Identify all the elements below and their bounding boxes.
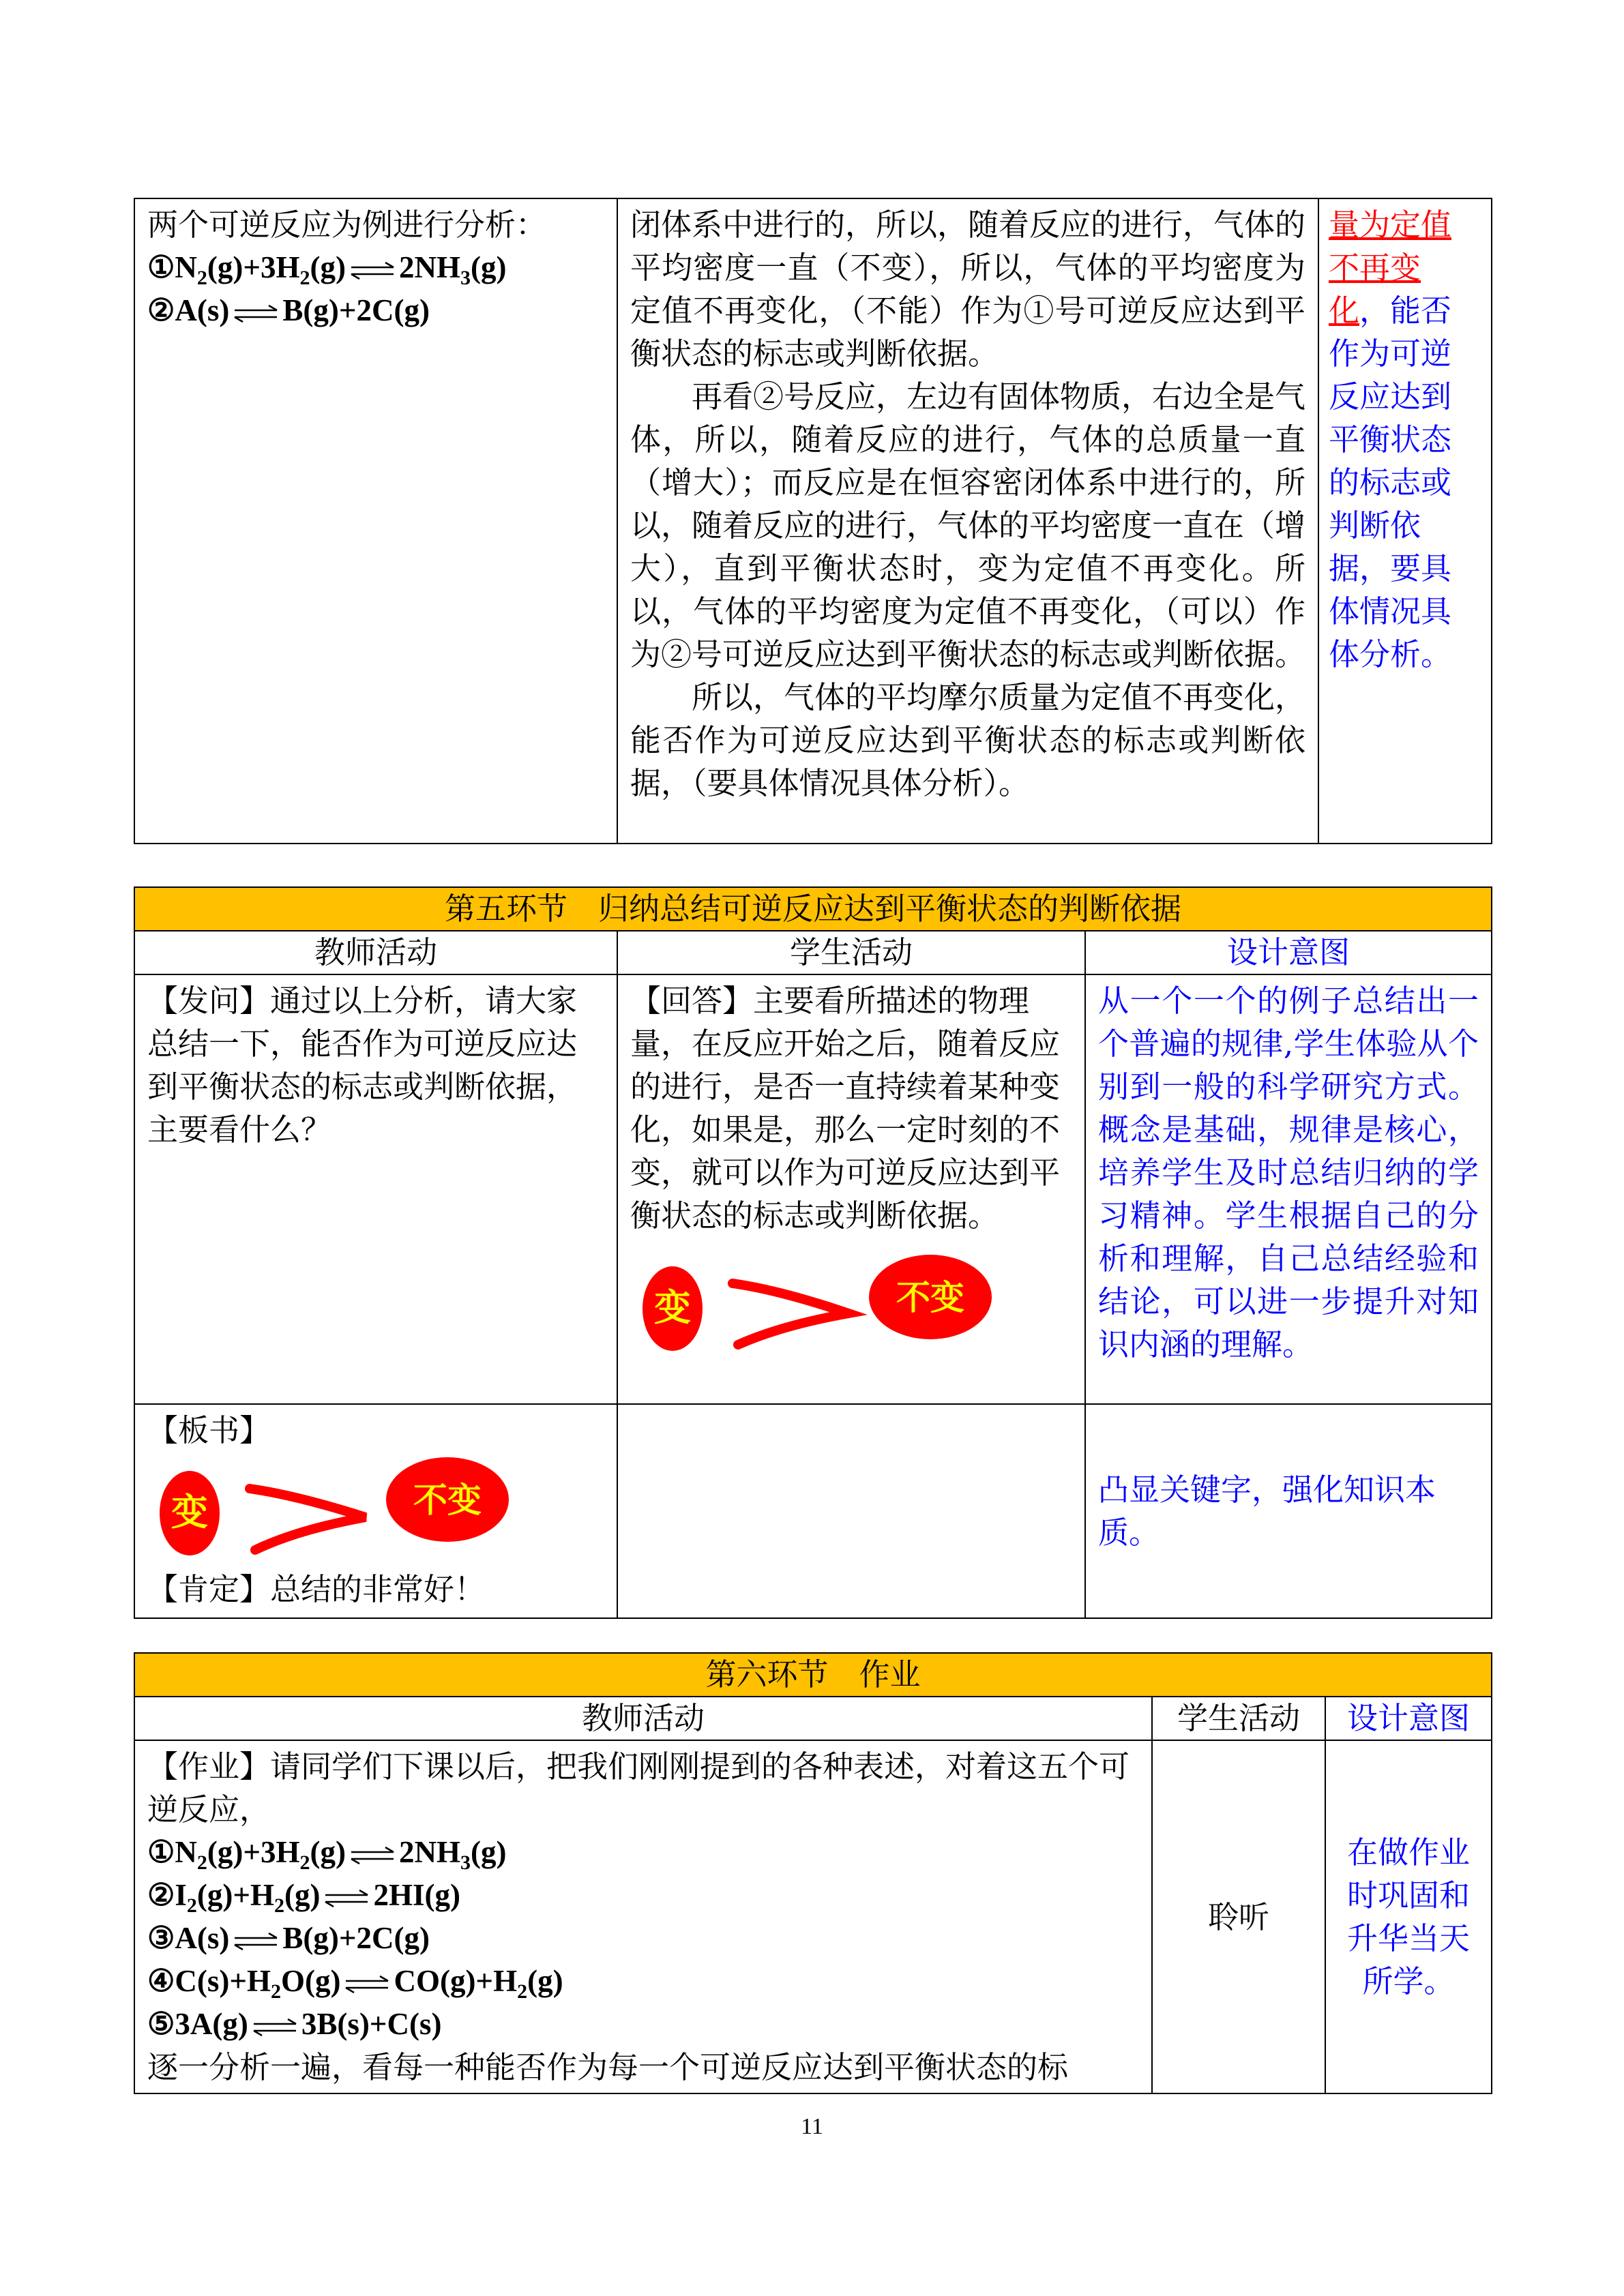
continued-table	[134, 198, 1492, 844]
analysis-paragraph-2: 再看②号反应，左边有固体物质，右边全是气体，所以，随着反应的进行，气体的总质量一直（增大）；而反应是在恒容密闭体系中进行的，所以，随着反应的进行，气体的平均密度一直在（增大），直到平衡状态时，变为定值不再变化。所以，气体的平均密度为定值不再变化，（可以）作为②号可逆反应达到平衡状态的标志或判断依据。	[630, 378, 1306, 672]
design-intent-cell	[1085, 974, 1492, 1404]
reaction-list	[147, 1831, 1139, 2046]
equilibrium-arrow-icon	[252, 2017, 297, 2038]
homework-reaction-2: $②I_2(g)+H_2(g)$ 2HI(g)	[147, 1878, 460, 1917]
section-6-title: 第六环节 作业	[134, 1653, 1492, 1697]
homework-tail: 逐一分析一遍，看每一种能否作为每一个可逆反应达到平衡状态的标	[147, 2049, 1069, 2085]
homework-reaction-5: ⑤3A(g) 3B(s)+C(s)	[147, 2007, 442, 2041]
analysis-examples-cell	[134, 198, 617, 844]
change-label: 变	[171, 1491, 208, 1534]
homework-design-text: 在做作业时巩固和升华当天所学。	[1346, 1834, 1470, 1999]
teacher-question-cell	[134, 974, 617, 1404]
col-student-activity: 学生活动	[617, 931, 1085, 974]
section-6-table	[134, 1652, 1492, 2094]
board-writing-cell	[134, 1404, 617, 1618]
constant-label: 不变	[413, 1480, 482, 1520]
student-answer-cell	[617, 974, 1085, 1404]
teacher-question-text: 【发问】通过以上分析，请大家总结一下，能否作为可逆反应达到平衡状态的标志或判断依据，主要看什么？	[147, 983, 578, 1148]
equilibrium-arrow-icon	[350, 1845, 395, 1866]
page-number: 11	[801, 2114, 823, 2139]
board-diagram	[147, 1452, 529, 1568]
reaction-2: ②A(s) B(g)+2C(g)	[147, 293, 430, 327]
analysis-text-cell	[617, 198, 1318, 844]
change-to-constant-diagram	[630, 1251, 1012, 1360]
reaction-1: $①N_2(g)+3H_2(g)$ $2NH_3(g)$	[147, 250, 507, 289]
analysis-paragraph-1: 闭体系中进行的，所以，随着反应的进行，气体的平均密度一直（不变），所以，气体的平均密度为定值不再变化，（不能）作为①号可逆反应达到平衡状态的标志或判断依据。	[630, 207, 1306, 372]
constant-label: 不变	[896, 1278, 964, 1317]
arrow-shape-icon	[250, 1489, 366, 1550]
praise-text: 【肯定】总结的非常好！	[147, 1571, 486, 1607]
col-teacher-activity: 教师活动	[134, 931, 617, 974]
equilibrium-arrow-icon	[324, 1888, 369, 1909]
intro-text: 两个可逆反应为例进行分析：	[147, 207, 547, 243]
col-student-activity: 学生活动	[1152, 1697, 1325, 1740]
homework-design-cell	[1325, 1740, 1492, 2093]
homework-cell	[134, 1740, 1152, 2093]
equilibrium-arrow-icon	[233, 303, 278, 324]
equilibrium-arrow-icon	[344, 1974, 389, 1995]
student-listen-cell	[1152, 1740, 1325, 2093]
board-design-cell	[1085, 1404, 1492, 1618]
equilibrium-arrow-icon	[350, 260, 395, 281]
homework-reaction-3: ③A(s) B(g)+2C(g)	[147, 1921, 430, 1955]
board-label: 【板书】	[147, 1412, 271, 1448]
homework-intro: 【作业】请同学们下课以后，把我们刚刚提到的各种表述，对着这五个可逆反应，	[147, 1748, 1130, 1828]
equilibrium-arrow-icon	[233, 1931, 278, 1952]
analysis-paragraph-3: 所以，气体的平均摩尔质量为定值不再变化，能否作为可逆反应达到平衡状态的标志或判断依据，（要具体情况具体分析）。	[630, 679, 1306, 801]
design-intent-text: 从一个一个的例子总结出一个普遍的规律,学生体验从个别到一般的科学研究方式。概念是基础，规律是核心，培养学生及时总结归纳的学习精神。学生根据自己的分析和理解，自己总结经验和结论，可以进一步提升对知识内涵的理解。	[1098, 983, 1479, 1362]
arrow-shape-icon	[733, 1283, 848, 1345]
col-teacher-activity: 教师活动	[134, 1697, 1152, 1740]
highlight-text: 量为定值不再变化	[1329, 207, 1452, 329]
col-design-intent: 设计意图	[1085, 931, 1492, 974]
design-note-text: ，能否作为可逆反应达到平衡状态的标志或判断依据，要具体情况具体分析。	[1329, 293, 1452, 672]
student-listen-text: 聆听	[1207, 1898, 1269, 1935]
section-5-table	[134, 886, 1492, 1619]
empty-student-cell	[617, 1404, 1085, 1618]
col-design-intent: 设计意图	[1325, 1697, 1492, 1740]
homework-reaction-4: $④C(s)+H_2O(g)$ $CO(g)+H_2(g)$	[147, 1964, 563, 2003]
section-5-title: 第五环节 归纳总结可逆反应达到平衡状态的判断依据	[134, 887, 1492, 931]
board-design-text: 凸显关键字，强化知识本质。	[1098, 1472, 1436, 1551]
homework-reaction-1: $①N_2(g)+3H_2(g)$ $2NH_3(g)$	[147, 1835, 507, 1874]
student-answer-text: 【回答】主要看所描述的物理量，在反应开始之后，随着反应的进行，是否一直持续着某种变化，如果是，那么一定时刻的不变，就可以作为可逆反应达到平衡状态的标志或判断依据。	[630, 983, 1061, 1234]
design-note-cell	[1318, 198, 1492, 844]
change-label: 变	[654, 1286, 691, 1329]
